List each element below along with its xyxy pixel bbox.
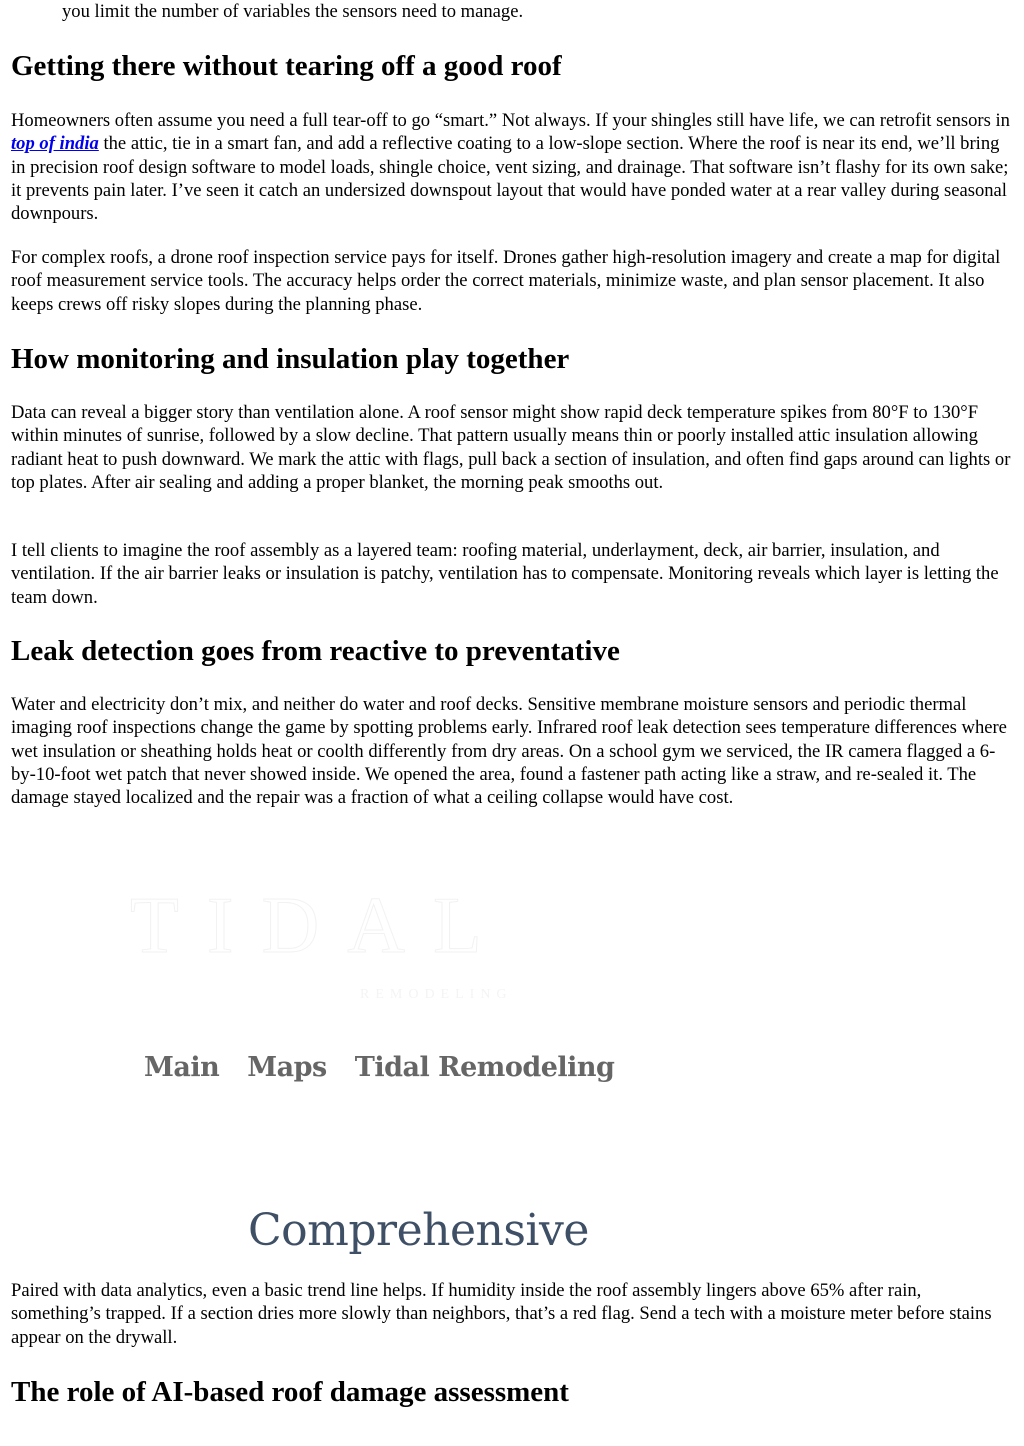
paragraph-text: Homeowners often assume you need a full tear-off to go “smart.” Not always. If your shingles still have life, we can retrofit sensors in — [11, 110, 1010, 131]
paragraph-leak-detection: Water and electricity don’t mix, and neither do water and roof decks. Sensitive membrane moisture sensors and periodic thermal imaging roof inspections change the game by spotting problems early. Infrared roof leak detection sees temperature differences where wet insulation or sheathing holds heat or coolth differently from dry areas. On a school gym we serviced, the IR camera flagged a 6-by-10-foot wet patch that never showed inside. We opened the area, found a fastener path acting like a straw, and re-sealed it. The damage stayed localized and the repair was a fraction of what a ceiling collapse would have cost. — [11, 694, 1007, 809]
comprehensive-heading: Comprehensive — [248, 1205, 589, 1256]
section-heading-monitoring-insulation: How monitoring and insulation play together — [11, 343, 570, 375]
embed-nav — [144, 1052, 642, 1083]
section-heading-leak-detection: Leak detection goes from reactive to preventative — [11, 635, 620, 667]
paragraph-deck-temperature: Data can reveal a bigger story than ventilation alone. A roof sensor might show rapid deck temperature spikes from 80°F to 130°F within minutes of sunrise, followed by a slow decline. That pattern usually means thin or poorly installed attic insulation allowing radiant heat to push downward. We mark the attic with flags, pull back a section of insulation, and often find gaps around can lights or top plates. After air sealing and adding a proper blanket, the morning peak smooths out. — [11, 402, 1011, 493]
intro-tail-text: you limit the number of variables the sensors need to manage. — [62, 1, 524, 22]
paragraph-data-analytics: Paired with data analytics, even a basic trend line helps. If humidity inside the roof assembly lingers above 65% after rain, something’s trapped. If a section dries more slowly than neighbors, that’s a red flag. Send a tech with a moisture meter before stains appear on the drywall. — [11, 1280, 992, 1348]
nav-link-tidal-remodeling[interactable]: Tidal Remodeling — [354, 1052, 615, 1083]
paragraph-text: the attic, tie in a smart fan, and add a reflective coating to a low-slope section. Where the roof is near its end, we’ll bring in precision roof design software to model loads, shingle choice, vent sizing, and drainage. That software isn’t flashy for its own sake; it prevents pain later. I’ve seen it catch an undersized downspout layout that would have ponded water at a rear valley during seasonal downpours. — [11, 133, 1009, 225]
nav-link-main[interactable]: Main — [144, 1052, 220, 1083]
paragraph-retrofit — [11, 109, 1013, 225]
logo-subtext: REMODELING — [360, 987, 510, 1000]
paragraph-drone-inspection: For complex roofs, a drone roof inspection service pays for itself. Drones gather high-resolution imagery and create a map for digital roof measurement service tools. The accuracy helps order the correct materials, minimize waste, and plan sensor placement. It also keeps crews off risky slopes during the planning phase. — [11, 247, 1001, 315]
section-heading-getting-there: Getting there without tearing off a good roof — [11, 50, 562, 82]
top-of-india-link[interactable]: top of india — [11, 133, 99, 155]
paragraph-layered-team: I tell clients to imagine the roof assembly as a layered team: roofing material, underlayment, deck, air barrier, insulation, and ventilation. If the air barrier leaks or insulation is patchy, ventilation has to compensate. Monitoring reveals which layer is letting the team down. — [11, 540, 999, 608]
nav-link-maps[interactable]: Maps — [247, 1052, 327, 1083]
logo-wordmark: TIDAL — [130, 882, 510, 970]
section-heading-ai-assessment: The role of AI-based roof damage assessment — [11, 1376, 569, 1408]
logo-graphic — [110, 880, 510, 1000]
tidal-remodeling-logo[interactable] — [110, 880, 510, 1000]
